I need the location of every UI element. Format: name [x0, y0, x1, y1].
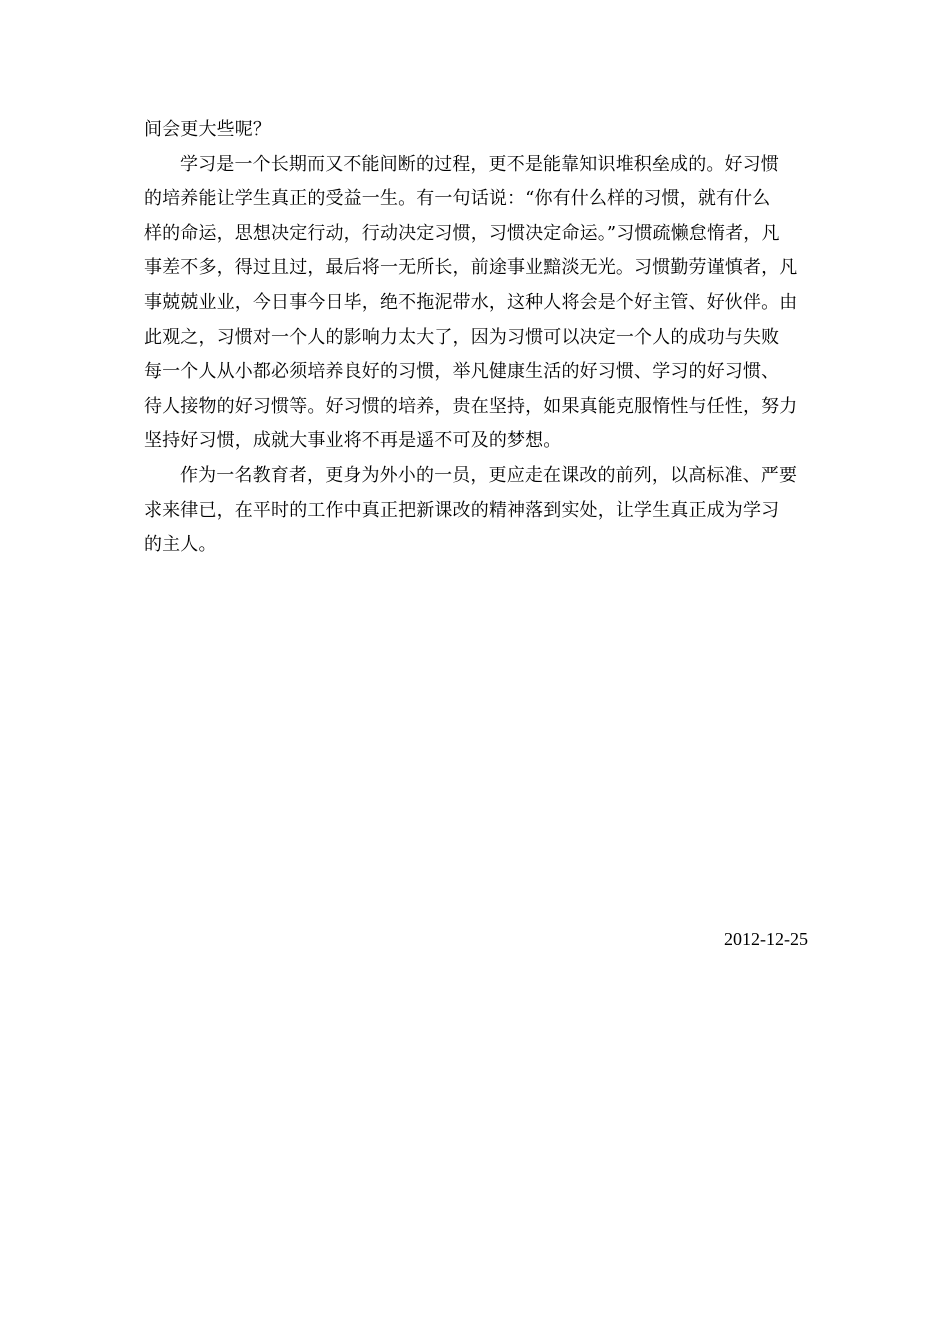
body-text [144, 113, 808, 563]
text-line: 间会更大些呢？ [144, 119, 272, 140]
text-line: 事差不多，得过且过，最后将一无所长，前途事业黯淡无光。习惯勤劳谨慎者，凡 [144, 257, 798, 279]
text-line: 求来律已，在平时的工作中真正把新课改的精神落到实处，让学生真正成为学习 [144, 499, 780, 521]
paragraph-start-line: 作为一名教育者，更身为外小的一员，更应走在课改的前列，以高标准、严要 [180, 464, 798, 486]
paragraph-start-line: 学习是一个长期而又不能间断的过程，更不是能靠知识堆积垒成的。好习惯 [180, 153, 779, 175]
text-line: 事兢兢业业，今日事今日毕，绝不拖泥带水，这种人将会是个好主管、好伙伴。由 [144, 291, 798, 313]
text-line: 的主人。 [144, 534, 217, 556]
document-date: 2012-12-25 [724, 929, 808, 949]
text-line: 每一个人从小都必须培养良好的习惯，举凡健康生活的好习惯、学习的好习惯、 [144, 361, 780, 383]
text-line: 此观之，习惯对一个人的影响力太大了，因为习惯可以决定一个人的成功与失败 [144, 326, 780, 348]
text-line: 待人接物的好习惯等。好习惯的培养，贵在坚持，如果真能克服惰性与任性，努力 [144, 395, 798, 417]
text-line: 样的命运，思想决定行动，行动决定习惯，习惯决定命运。”习惯疏懒怠惰者，凡 [144, 222, 780, 244]
text-line: 的培养能让学生真正的受益一生。有一句话说：“你有什么样的习惯，就有什么 [144, 188, 771, 210]
text-line: 坚持好习惯，成就大事业将不再是遥不可及的梦想。 [144, 430, 562, 452]
